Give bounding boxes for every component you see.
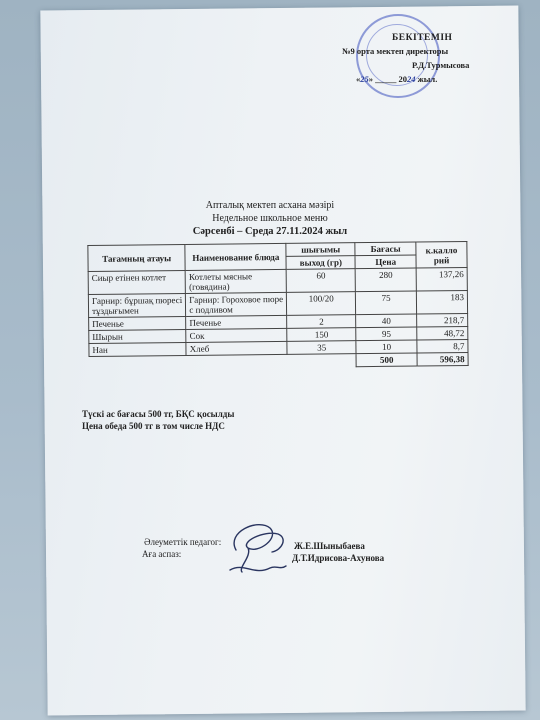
dish-name-kz: Нан <box>89 342 186 356</box>
dish-calories: 48,72 <box>417 327 468 341</box>
heading-date: Сәрсенбі – Среда 27.11.2024 жыл <box>192 226 348 237</box>
dish-name-kz: Гарнир: бұршақ пюресі тұздығымен <box>88 293 186 317</box>
heading-ru: Недельное школьное меню <box>212 213 328 224</box>
approval-title: БЕКІТЕМІН <box>392 33 453 43</box>
dish-name-ru: Гарнир: Гороховое пюре с подливом <box>186 292 287 316</box>
col-header-yield-kz: шығымы <box>286 243 355 257</box>
approval-director-name: Р.Д.Турмысова <box>412 60 470 70</box>
dish-price: 10 <box>356 340 417 354</box>
dish-yield: 2 <box>287 315 356 329</box>
dish-name-kz: Шырын <box>89 329 186 343</box>
col-header-price-ru: Цена <box>355 255 416 269</box>
dish-name-ru: Печенье <box>186 315 287 329</box>
dish-price: 280 <box>355 268 416 292</box>
price-note-ru: Цена обеда 500 тг в том числе НДС <box>82 421 225 431</box>
dish-calories: 137,26 <box>416 268 467 292</box>
approval-day: 25 <box>360 74 369 84</box>
price-note-kz: Түскі ас бағасы 500 тг, БҚС қосылды <box>82 409 235 419</box>
dish-name-ru: Хлеб <box>186 341 287 355</box>
signature-role-head-cook: Аға аспаз: <box>142 549 182 559</box>
dish-calories: 8,7 <box>417 340 468 354</box>
dish-yield: 35 <box>287 341 356 355</box>
official-stamp <box>356 14 440 98</box>
approval-year: 24 <box>407 74 416 84</box>
dish-price: 95 <box>356 327 417 341</box>
dish-name-ru: Сок <box>186 328 287 342</box>
menu-table <box>87 241 468 370</box>
dish-price: 40 <box>356 314 417 328</box>
dish-yield: 100/20 <box>287 292 356 316</box>
col-header-name-kz: Тағамның атауы <box>88 244 186 271</box>
approval-date-line: «25» _____ 2024 жыл. <box>356 74 438 84</box>
handwritten-signature <box>218 510 298 582</box>
col-header-name-ru: Наименование блюда <box>185 243 286 270</box>
dish-name-kz: Печенье <box>89 316 186 330</box>
heading-kz: Апталық мектеп асхана мәзірі <box>205 200 335 211</box>
dish-price: 75 <box>356 291 417 315</box>
col-header-calories: к.калло рий <box>416 242 467 269</box>
signature-name-1: Ж.Е.Шыныбаева <box>294 541 365 551</box>
total-price: 500 <box>356 353 417 367</box>
dish-name-kz: Сиыр етінен котлет <box>88 270 186 294</box>
signature-role-social-pedagogue: Әлеуметтік педагог: <box>144 537 222 547</box>
signature-name-2: Д.Т.Идрисова-Ахунова <box>292 553 385 563</box>
approval-director-line: №9 орта мектеп директоры <box>342 46 449 56</box>
col-header-yield-ru: выход (гр) <box>286 256 355 270</box>
dish-yield: 60 <box>286 269 355 293</box>
dish-yield: 150 <box>287 328 356 342</box>
col-header-price-kz: Бағасы <box>355 242 416 256</box>
dish-calories: 183 <box>416 291 467 315</box>
total-calories: 596,38 <box>417 353 468 367</box>
dish-calories: 218,7 <box>417 314 468 328</box>
dish-name-ru: Котлеты мясные (говядина) <box>185 269 286 293</box>
